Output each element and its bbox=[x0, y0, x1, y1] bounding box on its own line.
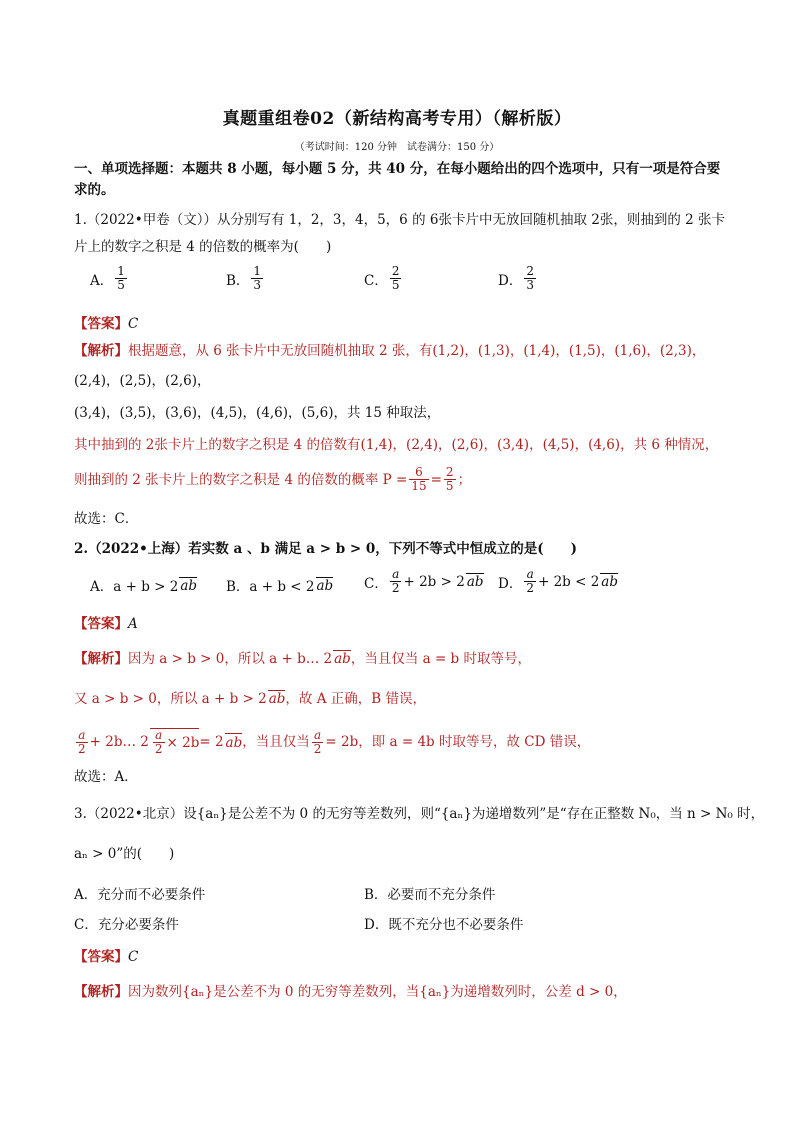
q1-conclusion: 故选：C． bbox=[74, 511, 139, 527]
section-heading-line1: 一、单项选择题：本题共 8 小题，每小题 5 分，共 40 分，在每小题给出的四个选项中，只有一项是符合要 bbox=[74, 161, 721, 177]
q1-analysis-line5: 则抽到的 2 张卡片上的数字之积是 4 的倍数的概率 P = $\frac{6}{15}$ = $\frac{2}{5}$ ； bbox=[74, 465, 472, 493]
q2-analysis-line1: 【解析】因为 a > b > 0，所以 a + b… 2 ab，当且仅当 a = b 时取等号， bbox=[74, 651, 531, 667]
q2-stem: 2.（2022•上海）若实数 a 、b 满足 a > b > 0，下列不等式中恒成立的是( ) bbox=[74, 541, 578, 557]
q1-answer: 【答案】C bbox=[74, 316, 139, 332]
section-heading-line2: 求的。 bbox=[74, 182, 115, 198]
q1-option-d: D． $\frac{2}{3}$ bbox=[498, 264, 534, 292]
q2-option-c: C． $\frac{a}{2}$ + 2b > 2 ab bbox=[364, 567, 484, 595]
q2-option-d: D． $\frac{a}{2}$ + 2b < 2 ab bbox=[498, 567, 618, 595]
q3-stem-line2: aₙ > 0”的( ) bbox=[74, 846, 175, 862]
q2-analysis-line3: $\frac{a}{2}$ + 2b… 2 $\frac{a}{2}$ × 2b = 2 ab ，当且仅当 $\frac{a}{2}$ = 2b，即 a = 4b 时取等号，故 CD 错误， bbox=[78, 727, 591, 756]
q3-option-b: B．必要而不充分条件 bbox=[364, 887, 496, 903]
q1-option-a: A． $\frac{1}{5}$ bbox=[90, 264, 125, 292]
q1-stem-line2: 片上的数字之积是 4 的倍数的概率为( ) bbox=[74, 239, 332, 255]
q1-analysis-line1: 【解析】根据题意，从 6 张卡片中无放回随机抽取 2 张，有(1,2)，(1,3)，(1,4)，(1,5)，(1,6)，(2,3)， bbox=[74, 343, 706, 359]
q1-analysis-line2: (2,4)，(2,5)，(2,6)， bbox=[74, 373, 211, 389]
q3-option-a: A．充分而不必要条件 bbox=[74, 887, 206, 903]
q1-analysis-line3: (3,4)，(3,5)，(3,6)，(4,5)，(4,6)，(5,6)，共 15 种取法， bbox=[74, 405, 441, 421]
page-title: 真题重组卷02（新结构高考专用）（解析版） bbox=[222, 109, 572, 129]
q3-analysis-line1: 【解析】因为数列{aₙ}是公差不为 0 的无穷等差数列，当{aₙ}为递增数列时，公差 d > 0， bbox=[74, 984, 627, 1000]
q3-stem-line1: 3.（2022•北京）设{aₙ}是公差不为 0 的无穷等差数列，则“{aₙ}为递增数列”是“存在正整数 N₀，当 n > N₀ 时， bbox=[74, 806, 765, 822]
exam-info: （考试时间：120 分钟 试卷满分：150 分） bbox=[294, 142, 500, 153]
q1-option-b: B． $\frac{1}{3}$ bbox=[226, 264, 262, 292]
q3-option-c: C．充分必要条件 bbox=[74, 917, 179, 933]
q2-analysis-line2: 又 a > b > 0，所以 a + b > 2 ab，故 A 正确，B 错误， bbox=[74, 691, 426, 707]
q2-conclusion: 故选：A． bbox=[74, 769, 138, 785]
q1-stem-line1: 1.（2022•甲卷（文））从分别写有 1，2，3，4，5，6 的 6张卡片中无放回随机抽取 2张，则抽到的 2 张卡 bbox=[74, 212, 725, 228]
q3-answer: 【答案】C bbox=[74, 949, 139, 965]
q2-answer: 【答案】A bbox=[74, 616, 138, 632]
q1-option-c: C． $\frac{2}{5}$ bbox=[364, 264, 400, 292]
q2-option-a: A．a + b > 2 ab bbox=[90, 577, 198, 595]
q3-option-d: D．既不充分也不必要条件 bbox=[364, 917, 524, 933]
q1-analysis-line4: 其中抽到的 2张卡片上的数字之积是 4 的倍数有(1,4)，(2,4)，(2,6)，(3,4)，(4,5)，(4,6)，共 6 种情况， bbox=[74, 437, 719, 453]
q2-option-b: B．a + b < 2 ab bbox=[226, 577, 334, 595]
